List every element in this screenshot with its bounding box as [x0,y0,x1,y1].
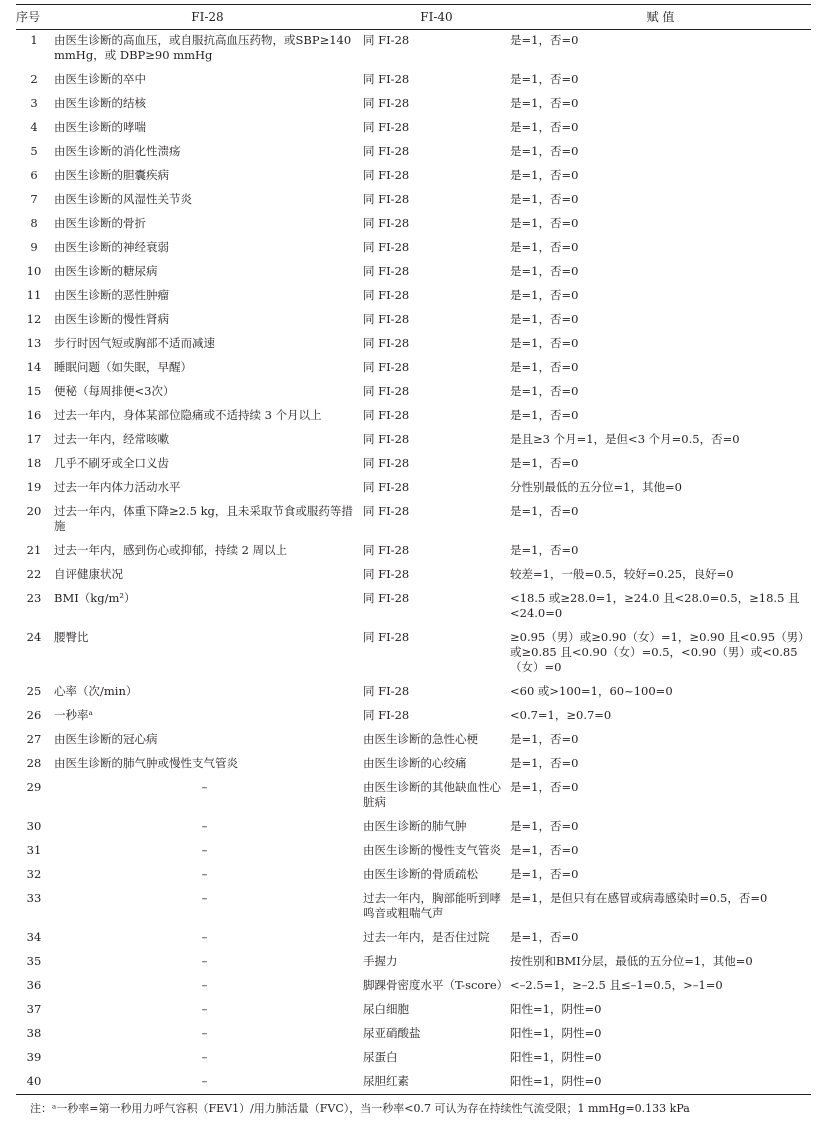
fi40-item: 同 FI-28 [363,288,410,302]
row-number: 4 [30,120,38,134]
value-assignment: 是=1，否=0 [510,543,579,557]
table-row [16,118,811,142]
table-row [16,865,811,889]
fi40-item: 同 FI-28 [363,216,410,230]
fi28-item: 由医生诊断的卒中 [54,72,146,86]
fi40-item: 同 FI-28 [363,384,410,398]
table-row [16,502,811,541]
table-row [16,190,811,214]
value-assignment: 是=1，否=0 [510,732,579,746]
fi28-item: 由医生诊断的结核 [54,96,146,110]
fi40-item: 同 FI-28 [363,567,410,581]
table-row [16,94,811,118]
value-assignment: 是=1，是但只有在感冒或病毒感染时=0.5，否=0 [510,891,768,905]
row-number: 34 [26,930,42,944]
value-assignment: 阳性=1，阴性=0 [510,1002,602,1016]
value-assignment: 阳性=1，阴性=0 [510,1072,811,1095]
row-number: 26 [26,708,42,722]
table-row [16,565,811,589]
fi28-item: – [201,978,208,992]
table-row [16,976,811,1000]
table-row [16,142,811,166]
row-number: 36 [26,978,42,992]
fi28-item: – [201,867,208,881]
fi28-item: BMI（kg/m²） [54,591,136,605]
value-assignment: 是=1，否=0 [510,843,579,857]
table-row [16,358,811,382]
value-assignment: 阳性=1，阴性=0 [510,1050,602,1064]
frailty-index-table [16,4,811,1095]
fi28-item: 步行时因气短或胸部不适而减速 [54,336,215,350]
value-assignment: 是=1，否=0 [510,384,579,398]
row-number: 18 [26,456,42,470]
value-assignment: 是且≥3 个月=1，是但<3 个月=0.5，否=0 [510,432,740,446]
row-number: 3 [30,96,38,110]
fi28-item: 便秘（每周排便<3次） [54,384,175,398]
fi40-item: 由医生诊断的其他缺血性心脏病 [363,780,501,809]
table-row [16,817,811,841]
table-row [16,454,811,478]
row-number: 11 [26,288,42,302]
value-assignment: 较差=1，一般=0.5，较好=0.25，良好=0 [510,567,734,581]
table-row [16,928,811,952]
table-row [16,682,811,706]
row-number: 19 [26,480,42,494]
fi28-item: 由医生诊断的风湿性关节炎 [54,192,192,206]
fi40-item: 尿亚硝酸盐 [363,1026,421,1040]
fi28-item: 由医生诊断的神经衰弱 [54,240,169,254]
table-row [16,310,811,334]
fi40-item: 同 FI-28 [363,708,410,722]
fi28-item: – [201,843,208,857]
row-number: 8 [30,216,38,230]
fi40-item: 脚踝骨密度水平（T-score） [363,978,509,992]
header-fi40: FI-40 [363,5,510,30]
row-number: 35 [26,954,42,968]
fi40-item: 同 FI-28 [363,591,410,605]
value-assignment: <18.5 或≥28.0=1，≥24.0 且<28.0=0.5，≥18.5 且<24.0=0 [510,591,800,620]
row-number: 30 [26,819,42,833]
value-assignment: 是=1，否=0 [510,96,579,110]
value-assignment: 是=1，否=0 [510,168,579,182]
fi40-item: 同 FI-28 [363,456,410,470]
fi40-item: 手握力 [363,954,398,968]
header-no: 序号 [16,5,52,30]
fi28-item: – [201,1002,208,1016]
row-number: 31 [26,843,42,857]
value-assignment: 是=1，否=0 [510,819,579,833]
fi40-item: 同 FI-28 [363,336,410,350]
table-row [16,1024,811,1048]
row-number: 29 [26,780,42,794]
fi28-item: 过去一年内，体重下降≥2.5 kg，且未采取节食或服药等措施 [54,504,353,533]
fi28-item: 由医生诊断的糖尿病 [54,264,158,278]
table-row [16,730,811,754]
fi40-item: 尿白细胞 [363,1002,409,1016]
fi40-item: 由医生诊断的骨质疏松 [363,867,478,881]
value-assignment: 是=1，否=0 [510,756,579,770]
row-number: 17 [26,432,42,446]
value-assignment: 是=1，否=0 [510,930,579,944]
row-number: 9 [30,240,38,254]
value-assignment: 是=1，否=0 [510,264,579,278]
table-row [16,70,811,94]
value-assignment: 是=1，否=0 [510,336,579,350]
fi28-item: – [201,819,208,833]
fi40-item: 同 FI-28 [363,504,410,518]
table-row [16,841,811,865]
fi28-item: 过去一年内，感到伤心或抑郁，持续 2 周以上 [54,543,288,557]
row-number: 39 [26,1050,42,1064]
row-number: 1 [30,33,38,47]
fi40-item: 同 FI-28 [363,543,410,557]
table-row [16,754,811,778]
footnote: 注：ᵃ一秒率=第一秒用力呼气容积（FEV1）/用力肺活量（FVC），当一秒率<0.7 可认为存在持续性气流受限；1 mmHg=0.133 kPa [30,1102,690,1115]
value-assignment: 是=1，否=0 [510,72,579,86]
value-assignment: 阳性=1，阴性=0 [510,1026,602,1040]
fi40-item: 尿蛋白 [363,1050,398,1064]
value-assignment: 按性别和BMI分层，最低的五分位=1，其他=0 [510,954,753,968]
row-number: 21 [26,543,42,557]
table-row [16,262,811,286]
fi28-item: – [201,891,208,905]
row-number: 22 [26,567,42,581]
fi28-item: – [52,1072,363,1095]
fi28-item: – [201,1026,208,1040]
table-row [16,334,811,358]
fi40-item: 同 FI-28 [363,480,410,494]
fi28-item: 由医生诊断的慢性肾病 [54,312,169,326]
table-row [16,778,811,817]
fi28-item: 由医生诊断的哮喘 [54,120,146,134]
fi40-item: 同 FI-28 [363,264,410,278]
value-assignment: 是=1，否=0 [510,192,579,206]
table-row [16,706,811,730]
table-row [16,628,811,682]
fi28-item: 由医生诊断的冠心病 [54,732,158,746]
fi40-item: 同 FI-28 [363,630,410,644]
fi28-item: 自评健康状况 [54,567,123,581]
row-number: 23 [26,591,42,605]
value-assignment: 是=1，否=0 [510,408,579,422]
fi28-item: 腰臀比 [54,630,89,644]
fi28-item: 由医生诊断的高血压，或自服抗高血压药物，或SBP≥140 mmHg，或 DBP≥90 mmHg [54,33,352,62]
fi28-item: – [201,930,208,944]
value-assignment: 是=1，否=0 [510,240,579,254]
value-assignment: 是=1，否=0 [510,312,579,326]
fi40-item: 过去一年内，胸部能听到哮鸣音或粗喘气声 [363,891,501,920]
fi28-item: 过去一年内体力活动水平 [54,480,181,494]
fi28-item: – [201,780,208,794]
row-number: 37 [26,1002,42,1016]
row-number: 32 [26,867,42,881]
table-row [16,382,811,406]
header-value: 赋 值 [510,5,811,30]
table-row [16,952,811,976]
value-assignment: 是=1，否=0 [510,216,579,230]
fi40-item: 同 FI-28 [363,33,410,47]
row-number: 27 [26,732,42,746]
table-row [16,286,811,310]
fi40-item: 由医生诊断的心绞痛 [363,756,467,770]
row-number: 2 [30,72,38,86]
row-number: 5 [30,144,38,158]
table-row [16,889,811,928]
row-number: 25 [26,684,42,698]
fi40-item: 尿胆红素 [363,1072,510,1095]
fi40-item: 同 FI-28 [363,192,410,206]
fi28-item: 睡眠问题（如失眠，早醒） [54,360,192,374]
table-row [16,1072,811,1095]
fi40-item: 同 FI-28 [363,240,410,254]
fi40-item: 同 FI-28 [363,72,410,86]
value-assignment: 是=1，否=0 [510,360,579,374]
value-assignment: 是=1，否=0 [510,867,579,881]
fi40-item: 同 FI-28 [363,168,410,182]
row-number: 14 [26,360,42,374]
fi28-item: 由医生诊断的肺气肿或慢性支气管炎 [54,756,238,770]
table-row [16,406,811,430]
fi40-item: 由医生诊断的慢性支气管炎 [363,843,501,857]
table-row [16,589,811,628]
table-row [16,166,811,190]
table-row [16,1000,811,1024]
header-fi28: FI-28 [52,5,363,30]
fi40-item: 同 FI-28 [363,144,410,158]
fi40-item: 同 FI-28 [363,432,410,446]
table-row [16,541,811,565]
row-number: 15 [26,384,42,398]
table-row [16,430,811,454]
row-number: 20 [26,504,42,518]
fi28-item: 过去一年内，经常咳嗽 [54,432,169,446]
fi28-item: 几乎不刷牙或全口义齿 [54,456,169,470]
value-assignment: <60 或>100=1，60~100=0 [510,684,673,698]
fi28-item: 过去一年内，身体某部位隐痛或不适持续 3 个月以上 [54,408,322,422]
fi40-item: 过去一年内，是否住过院 [363,930,490,944]
table-row [16,30,811,71]
row-number: 7 [30,192,38,206]
table-row [16,1048,811,1072]
fi40-item: 同 FI-28 [363,408,410,422]
fi28-item: 由医生诊断的恶性肿瘤 [54,288,169,302]
value-assignment: 是=1，否=0 [510,144,579,158]
table-row [16,238,811,262]
value-assignment: ≥0.95（男）或≥0.90（女）=1，≥0.90 且<0.95（男）或≥0.85 且<0.90（女）=0.5，<0.90（男）或<0.85（女）=0 [510,630,810,674]
value-assignment: <0.7=1，≥0.7=0 [510,708,612,722]
fi28-item: – [201,1050,208,1064]
fi40-item: 同 FI-28 [363,96,410,110]
fi28-item: 一秒率ᵃ [54,708,93,722]
fi40-item: 同 FI-28 [363,120,410,134]
table-header-row [16,5,811,30]
row-number: 6 [30,168,38,182]
value-assignment: 是=1，否=0 [510,780,579,794]
fi40-item: 由医生诊断的肺气肿 [363,819,467,833]
row-number: 28 [26,756,42,770]
row-number: 12 [26,312,42,326]
fi40-item: 同 FI-28 [363,312,410,326]
fi40-item: 同 FI-28 [363,684,410,698]
value-assignment: 是=1，否=0 [510,456,579,470]
fi40-item: 同 FI-28 [363,360,410,374]
fi28-item: – [201,954,208,968]
value-assignment: 是=1，否=0 [510,288,579,302]
fi28-item: 由医生诊断的胆囊疾病 [54,168,169,182]
row-number: 24 [26,630,42,644]
fi28-item: 由医生诊断的骨折 [54,216,146,230]
row-number: 33 [26,891,42,905]
value-assignment: 是=1，否=0 [510,120,579,134]
fi28-item: 心率（次/min） [54,684,138,698]
table-row [16,214,811,238]
value-assignment: 是=1，否=0 [510,504,579,518]
row-number: 13 [26,336,42,350]
row-number: 38 [26,1026,42,1040]
row-number: 10 [26,264,42,278]
value-assignment: 是=1，否=0 [510,33,579,47]
value-assignment: <–2.5=1，≥–2.5 且≤–1=0.5，>–1=0 [510,978,723,992]
value-assignment: 分性别最低的五分位=1，其他=0 [510,480,682,494]
row-number: 40 [16,1072,52,1095]
fi40-item: 由医生诊断的急性心梗 [363,732,478,746]
row-number: 16 [26,408,42,422]
fi28-item: 由医生诊断的消化性溃疡 [54,144,181,158]
table-row [16,478,811,502]
